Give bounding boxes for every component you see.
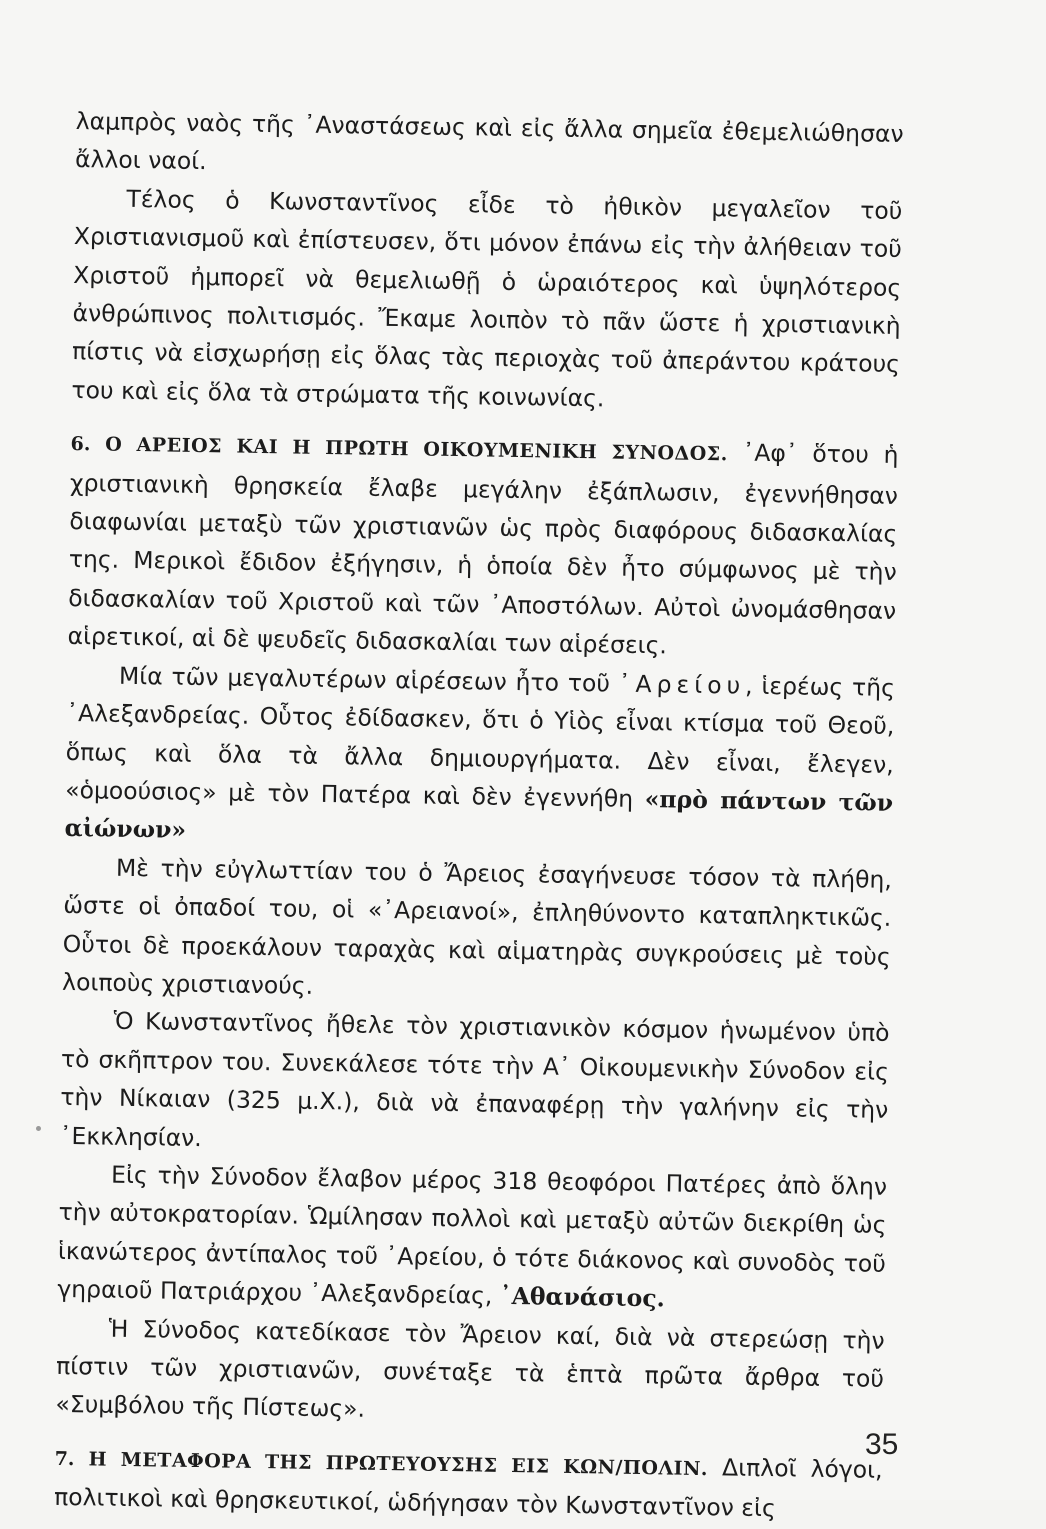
section-text: Διπλοῖ λόγοι, πολιτικοὶ καὶ θρησκευτικοί, ὡδήγησαν τὸν Κωνσταντῖνον εἰς xyxy=(53,1453,883,1523)
section-heading: Η ΜΕΤΑΦΟΡΑ ΤΗΣ ΠΡΩΤΕΥΟΥΣΗΣ ΕΙΣ ΚΩΝ/ΠΟΛΙΝ. xyxy=(88,1448,709,1480)
paragraph-6: Ὁ Κωνσταντῖνος ἤθελε τὸν χριστιανικὸν κόσμον ἡνωμένον ὑπὸ τὸ σκῆπτρον του. Συνεκάλεσε τότε τὴν Α᾿ Οἰκουμενικὴν Σύνοδον εἰς τὴν Νίκαιαν (325 μ.Χ.), διὰ νὰ ἐπαναφέρῃ τὴν γαλήνην εἰς τὴν ᾿Εκκλησίαν. xyxy=(59,1007,890,1152)
text-run: Εἰς τὴν Σύνοδον ἔλαβον μέρος 318 θεοφόροι Πατέρες ἀπὸ ὅλην τὴν αὐτοκρατορίαν. Ὡμίλησαν πολλοὶ καὶ μεταξὺ αὐτῶν διεκρίθη ὡς ἱκανώτερος ἀντίπαλος τοῦ ᾿Αρείου, ὁ τότε διάκονος καὶ συνοδὸς τοῦ γηραιοῦ Πατριάρχου ᾿Αλεξανδρείας, xyxy=(57,1160,888,1310)
text-run: Μία τῶν μεγαλυτέρων αἱρέσεων ἦτο τοῦ xyxy=(118,661,620,698)
bold-phrase: «πρὸ πάντων τῶν αἰώνων» xyxy=(64,784,894,845)
section-6 xyxy=(67,423,899,668)
section-text: ᾿Αφ᾿ ὅτου ἡ χριστιανικὴ θρησκεία ἔλαβε μεγάλην ἐξάπλωσιν, ἐγεννήθησαν διαφωνίαι μεταξὺ τῶν χριστιανῶν ὡς πρὸς διαφόρους διδασκαλίας της. Μερικοὶ ἔδιδον ἐξήγησιν, ἡ ὁποία δὲν ἦτο σύμφωνος μὲ τὴν διδασκαλίαν τοῦ Χριστοῦ καὶ τῶν ᾿Αποστόλων. Αὐτοὶ ὠνομάσθησαν αἱρετικοί, αἱ δὲ ψευδεῖς διδασκαλίαι των αἱρέσεις. xyxy=(67,438,899,660)
paragraph-arius xyxy=(64,656,895,861)
paragraph-2: Τέλος ὁ Κωνσταντῖνος εἶδε τὸ ἠθικὸν μεγαλεῖον τοῦ Χριστιανισμοῦ καὶ ἐπίστευσεν, ὅτι μόνον ἐπάνω εἰς τὴν ἀλήθειαν τοῦ Χριστοῦ ἠμπορεῖ νὰ θεμελιωθῇ ὁ ὡραιότερος καὶ ὑψηλότερος ἀνθρώπινος πολιτισμός. Ἔκαμε λοιπὸν τὸ πᾶν ὥστε ἡ χριστιανικὴ πίστις νὰ εἰσχωρήσῃ εἰς ὅλας τὰς περιοχὰς τοῦ ἀπεράντου κράτους του καὶ εἰς ὅλα τὰ στρώματα τῆς κοινωνίας. xyxy=(71,184,903,413)
page-number: 35 xyxy=(865,1428,899,1461)
section-number: 7. xyxy=(54,1447,75,1470)
section-7 xyxy=(54,1438,883,1529)
body-text xyxy=(54,102,904,1529)
text-run: , ἱερέως τῆς ᾿Αλεξανδρείας. Οὗτος ἐδίδασκεν, ὅτι ὁ Υἱὸς εἶναι κτίσμα τοῦ Θεοῦ, ὅπως καὶ ὅλα τὰ ἄλλα δημιουργήματα. Δὲν εἶναι, ἔλεγεν, «ὁμοούσιος» μὲ τὸν Πατέρα καὶ δὲν ἐγεννήθη xyxy=(64,671,896,813)
bold-name: ᾿Αθανάσιος. xyxy=(499,1281,666,1313)
spaced-name: ᾿Αρείου xyxy=(618,669,746,700)
paragraph-1: λαμπρὸς ναὸς τῆς ᾿Αναστάσεως καὶ εἰς ἄλλα σημεῖα ἐθεμελιώθησαν ἄλλοι ναοί. xyxy=(74,106,904,176)
section-number: 6. xyxy=(70,433,91,456)
section-heading: Ο ΑΡΕΙΟΣ ΚΑΙ Η ΠΡΩΤΗ ΟΙΚΟΥΜΕΝΙΚΗ ΣΥΝΟΔΟΣ. xyxy=(105,433,728,466)
paragraph-8: Ἡ Σύνοδος κατεδίκασε τὸν Ἄρειον καί, διὰ νὰ στερεώσῃ τὴν πίστιν τῶν χριστιανῶν, συνέταξε τὰ ἑπτὰ πρῶτα ἄρθρα τοῦ «Συμβόλου τῆς Πίστεως». xyxy=(55,1314,885,1424)
print-speck xyxy=(36,1126,41,1131)
paragraph-7 xyxy=(57,1155,887,1322)
paragraph-5: Μὲ τὴν εὐγλωττίαν του ὁ Ἄρειος ἐσαγήνευσε τόσον τὰ πλήθη, ὥστε οἱ ὀπαδοί του, οἱ «᾿Αρειανοί», ἐπληθύνοντο καταπληκτικῶς. Οὗτοι δὲ προεκάλουν ταραχὰς καὶ αἱματηρὰς συγκρούσεις μὲ τοὺς λοιποὺς χριστιανούς. xyxy=(61,853,893,1000)
